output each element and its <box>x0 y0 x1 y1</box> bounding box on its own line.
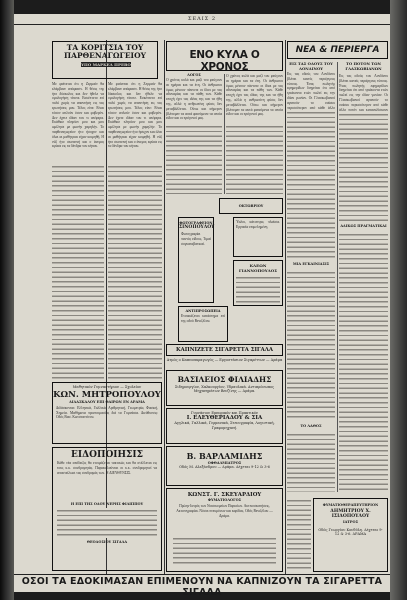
middle-section: ΛΟΓΟΣ <box>187 73 201 77</box>
newspaper-page <box>14 14 390 598</box>
right-sub4: ΤΟ ΛΑΘΟΣ <box>300 424 322 428</box>
middle-title-box <box>166 41 283 71</box>
photo-ad: ΦΩΤΟΓΡΑΦΕΙΟΝ ΣΙΝΟΠΟΥΛΟΥ Φωτογραφίαι παντός είδους. Τιμαί συγκαταβατικαί. <box>178 217 214 303</box>
page-folio: ΣΕΛΙΣ 2 <box>187 16 217 22</box>
vasilios-ad: ΒΑΣΙΛΕΙΟΣ ΦΙΛΙΑΔΗΣ Σιδηρουργίον, Χαλκουργίον, Υδραυλικά. Αντιπρόσωπος Μηχανημάτων Βενζίνης — Δράμα. <box>166 370 283 406</box>
serial-text-lines <box>108 164 162 379</box>
varlamidis-ad: Β. ΒΑΡΛΑΜΙΔΗΣ ΟΦΘΑΛΜΙΑΤΡΟΣ Οδός Μ. Αλεξάνδρου — Δράμα. Δέχεται 9-12 & 3-6 <box>166 446 283 486</box>
serial-text-col2: Με φαίνεται ότι η Ζερμαίν θα ελάμβανε απόφασιν. Η θέσις της ήτο δύσκολος και δεν ήθελε να ομολογήση τίποτε. Εσκέπτετο επί πολύ χωρίς να απαντήση εις τας ερωτήσεις μου. Τέλος είπε: Είναι τόσον απλούν όσον και φοβερόν. Δεν έχετε ιδέαν του τι υπέφερα. Εκάθισε πλησίον μου και μου ωμίλησε με φωνήν χαμηλήν. Το παρθεναγωγείον ήτο ήσυχον και όλαι αι μαθήτριαι είχαν κοιμηθή. Η νύξ ήτο σκοτεινή και ο άνεμος εφύσα εις τα δένδρα του κήπου. <box>108 82 162 149</box>
banner-sub: Ατμός ο Καπνοπαραγωγός — Εργοστάσιον Σιγαρέττων — Δράμα <box>166 358 283 362</box>
gym-ad-text: Διδάσκονται: Ελληνικά, Γαλλικά, Αριθμητική, Γεωμετρία, Φυσική, Χημεία. Μαθήματα προετοιμασίας διά τα Γυμνάσια. Διεύθυνσις: Οδός Βασ. Κωνσταντίνου. <box>56 405 158 420</box>
right-text-b: Εις τας οδούς του Λονδίνου βλέπει κανείς περιέργους τύπους. Ένας πωλητής εφημερίδων διηγείται ότι από τριάκοντα ετών πωλεί εις την ιδίαν γωνίαν. Οι Γλασκωβιανοί αγαπούν το ουίσκυ περισσότερον από κάθε άλλο ποτόν και καταναλίσκουν <box>339 74 388 112</box>
right-margin <box>390 0 407 600</box>
notice-title: ΕΙΔΟΠΟΙΗΣΙΣ <box>71 450 143 460</box>
middle-lines-a <box>166 124 222 194</box>
notice-lines <box>57 508 157 538</box>
serial-text-col1: Με φαίνεται ότι η Ζερμαίν θα ελάμβανε απόφασιν. Η θέσις της ήτο δύσκολος και δεν ήθελε να ομολογήση τίποτε. Εσκέπτετο επί πολύ χωρίς να απαντήση εις τας ερωτήσεις μου. Τέλος είπε: Είναι τόσον απλούν όσον και φοβερόν. Δεν έχετε ιδέαν του τι υπέφερα. Εκάθισε πλησίον μου και μου ωμίλησε με φωνήν χαμηλήν. Το παρθεναγωγείον ήτο ήσυχον και όλαι αι μαθήτριαι είχαν κοιμηθή. Η νύξ ήτο σκοτεινή και ο άνεμος εφύσα εις τα δένδρα του κήπου. <box>52 82 104 149</box>
gym-ad-top: Μαθητικόν Γυμναστήριον — Σχολείον <box>72 385 142 389</box>
skevardiou-ad: ΚΩΝΣΤ. Γ. ΣΚΕΥΑΡΔΙΟΥ ΦΥΜΑΤΙΟΛΟΓΟΣ Πρώην Ιατρός των Νοσοκομείων Παρισίων. Ακτινοσκοπήσεις, Ακτινογραφίαι. Νόσοι πνευμόνων και καρδίας. Οδός Βενιζέλου — Δράμα. <box>166 488 283 572</box>
serial-text-lines <box>52 164 104 379</box>
footer-rule <box>14 574 390 575</box>
top-rule <box>14 24 390 25</box>
eleftheriadis-ad: Γυμνάσιον Εμπορικόν και Πρακτικόν Ι. ΕΛΕΥΘΕΡΙΑΔΟΥ & ΣΙΑ Αγγλικά, Γαλλικά, Γερμανικά, Στενογραφία, Λογιστική, Γραφομηχανή. <box>166 408 283 444</box>
right-sub-right: ΤΟ ΠΟΤΟΝ ΤΩΝ ΓΛΑΣΚΩΒΙΑΝΩΝ <box>345 61 382 71</box>
glass-ad: Ύαλοι, κάτοπτρα, πλαίσια. Εργασία επιμελημένη. <box>233 217 283 257</box>
column-rule <box>224 74 225 194</box>
serial-byline: ΥΠΟ ΜΑΡΚΕΛ ΠΡΕΒΟ <box>81 62 131 67</box>
doctor-ad: ΦΥΜΑΤΙΟΘΕΡΑΠΕΥΤΗΡΙΟΝ ΔΗΜΗΤΡΙΟΥ Χ. ΙΣΙΔΟΠΟΥΛΟΥ ΙΑΤΡΟΣ Οδός Γεωργίου Κονδύλη. Δέχεται 9-12 & 3-6. ΔΡΑΜΑ <box>313 498 388 572</box>
serial-title-box <box>52 41 158 79</box>
right-title-box: ΝΕΑ & ΠΕΡΙΕΡΓΑ <box>287 41 388 59</box>
cigarette-banner: ΚΑΠΝΙΖΕΤΕ ΣΙΓΑΡΕΤΤΑ ΣΙΓΑΛΑ <box>166 344 283 356</box>
notice-ad <box>52 447 162 571</box>
footer-slogan: ΟΣΟΙ ΤΑ ΕΔΟΚΙΜΑΣΑΝ ΕΠΙΜΕΝΟΥΝ ΝΑ ΚΑΠΝΙΖΟΥΝ ΤΑ ΣΙΓΑΡΕΤΤΑ ΣΙΓΑΛΑ <box>21 576 383 598</box>
notice-name: ΘΕΟΔΟΣΙΟΥ ΣΙΓΑΛΑ <box>86 540 128 545</box>
notice-text: Κάθε νέα απόδειξις θα ετοιμάζεται τακτικώς και θα στέλλεται εις τους κ.κ. συνδρομητάς. Παρακαλούνται οι κ.κ. συνδρομηταί να αποστείλωσι τας συνδρομάς των. Η ΔΙΕΥΘΥΝΣΙΣ. <box>57 461 157 475</box>
small-ad: ΑΝΤΙΠΡΟΣΩΠΕΙΑ Ενοικιάζεται κατάστημα επί της οδού Βενιζέλου. <box>178 306 228 342</box>
middle-text-b: Ο χρόνος κυλά και μαζί του φεύγουν αι ημέραι και τα έτη. Οι άνθρωποι όμως μένουν πάντοτε οι ίδιοι με τας αδυναμίας και τα πάθη των. Κάθε εποχή έχει τας ιδέας της και τα ήθη της, αλλά η ανθρωπίνη φύσις δεν μεταβάλλεται. Ούτω και σήμερον βλέπομεν τα αυτά φαινόμενα τα οποία είδον και οι πρόγονοί μας. <box>226 74 283 117</box>
right-sub2: ΜΙΑ ΕΓΚΑΙΝΙΑΣΙΣ <box>292 262 330 266</box>
column-rule <box>164 40 165 575</box>
middle-title: ΕΝΟ ΚΥΛΑ Ο ΧΡΟΝΟΣ <box>189 49 260 73</box>
serial-title: ΤΑ ΚΟΡΙΤΣΙΑ ΤΟΥ ΠΑΡΘΕΝΑΓΩΓΕΙΟΥ <box>64 43 146 60</box>
right-sub3: ΑΔΙΚΩΣ ΠΡΑΓΜΑΤΙΚΑΙ <box>340 224 387 228</box>
date-box: ΟΚΤΩΒΡΙΟΥ <box>219 198 283 214</box>
gym-ad-name: ΚΩΝ. ΜΗΤΡΟΠΟΥΛΟΥ <box>53 390 161 401</box>
middle-lines-b <box>226 124 283 194</box>
right-text-a: Εις τας οδούς του Λονδίνου βλέπει κανείς περιέργους τύπους. Ένας πωλητής εφημερίδων διηγείται ότι από τριάκοντα ετών πωλεί εις την ιδίαν γωνίαν. Οι Γλασκωβιανοί αγαπούν το ουίσκυ περισσότερον από κάθε άλλο <box>287 72 335 110</box>
gym-ad <box>52 382 162 444</box>
notice-mid: Η ΕΠΙ ΤΗΣ ΟΔΟΥ ΝΕΡΗΣ ΦΙΛΙΠΠΟΥ <box>70 502 144 506</box>
glass-ad-2: ΚΛΕΩΝ ΓΙΑΝΝΟΠΟΥΛΟΣ <box>233 260 283 306</box>
right-sub-left: ΕΙΣ ΤΑΣ ΟΔΟΥΣ ΤΟΥ ΛΟΝΔΙΝΟΥ <box>289 61 333 71</box>
gym-ad-sub: ΔΙΔΑΣΚΑΛΟΥ ΕΠΙ ΘΑΙΡΩΝ ΕΝ ΔΡΑΜΑ <box>69 400 145 405</box>
middle-text-a: Ο χρόνος κυλά και μαζί του φεύγουν αι ημέραι και τα έτη. Οι άνθρωποι όμως μένουν πάντοτε οι ίδιοι με τας αδυναμίας και τα πάθη των. Κάθε εποχή έχει τας ιδέας της και τα ήθη της, αλλά η ανθρωπίνη φύσις δεν μεταβάλλεται. Ούτω και σήμερον βλέπομεν τα αυτά φαινόμενα τα οποία είδον και οι πρόγονοί μας. <box>166 78 222 121</box>
column-rule <box>285 40 286 575</box>
binding-gutter <box>0 0 14 600</box>
column-rule <box>337 62 338 492</box>
